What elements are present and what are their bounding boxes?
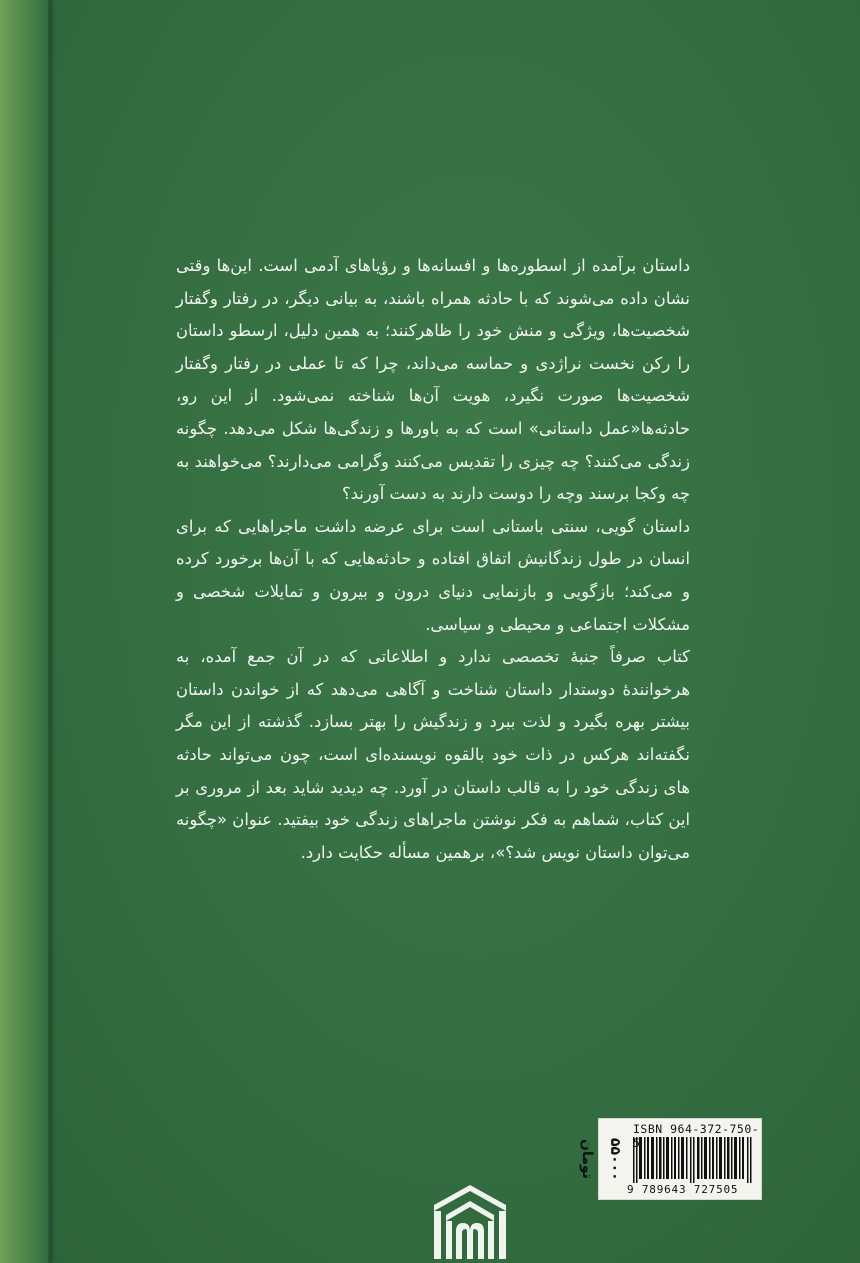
isbn-number: ISBN 964-372-750-5 (633, 1122, 760, 1150)
blurb-text (176, 250, 690, 869)
blurb-paragraph-2: داستان گویی، سنتی باستانی است برای عرضه داشت ماجراهایی که برای انسان در طول زندگانیش اتفاق افتاده و حادثه‌هایی که با آن‌ها برخورد کرده و می‌کند؛ بازگویی و بازنمایی دنیای درون و بیرون و تمایلات شخصی و مشکلات اجتماعی و محیطی و سیاسی. (176, 516, 690, 634)
book-spine (0, 0, 50, 1263)
barcode-sticker (579, 1118, 762, 1200)
blurb-paragraph-1: داستان برآمده از اسطوره‌ها و افسانه‌ها و رؤیاهای آدمی است. این‌ها وقتی نشان داده می‌شوند که با حادثه همراه باشند، به بیانی دیگر، در رفتار وگفتار شخصیت‌ها، ویژگی و منش خود را ظاهرکنند؛ به همین دلیل، ارسطو داستان را رکن نخست نراژدی و حماسه می‌داند، چرا که تا عملی در رفتار وگفتار شخصیت‌ها صورت نگیرد، هویت آن‌ها شناخته نمی‌شود. از این رو، حادثه‌ها«عمل داستانی» است که به باورها و زندگی‌ها شکل می‌دهد. چگونه زندگی می‌کنند؟ چه چیزی را تقدیس می‌کنند وگرامی می‌دارند؟ می‌خواهند به چه وکجا برسند وچه را دوست دارند به دست آورند؟ (176, 256, 690, 504)
barcode-bars (633, 1137, 755, 1183)
price-label: ۵۵۰۰۰ تومان (579, 1137, 623, 1181)
spine-edge (48, 0, 51, 1263)
ean-number: 9 789643 727505 (627, 1183, 739, 1196)
publisher-logo-icon (432, 1183, 508, 1261)
blurb-paragraph-3: کتاب صرفاً جنبهٔ تخصصی ندارد و اطلاعاتی که در آن جمع آمده، به هرخوانندهٔ دوستدار داستان شناخت و آگاهی می‌دهد که از خواندن داستان بیشتر بهره بگیرد و لذت ببرد و زندگیش را بهتر بسازد. گذشته از این مگر نگفته‌اند هرکس در ذات خود بالقوه نویسنده‌ای است، چون می‌تواند حادثه های زندگی خود را به قالب داستان در آورد. چه دیدید شاید بعد از مروری بر این کتاب، شماهم به فکر نوشتن ماجراهای زندگی خود بیفتید. عنوان «چگونه می‌توان داستان نویس شد؟»، برهمین مسأله حکایت دارد. (176, 647, 690, 862)
